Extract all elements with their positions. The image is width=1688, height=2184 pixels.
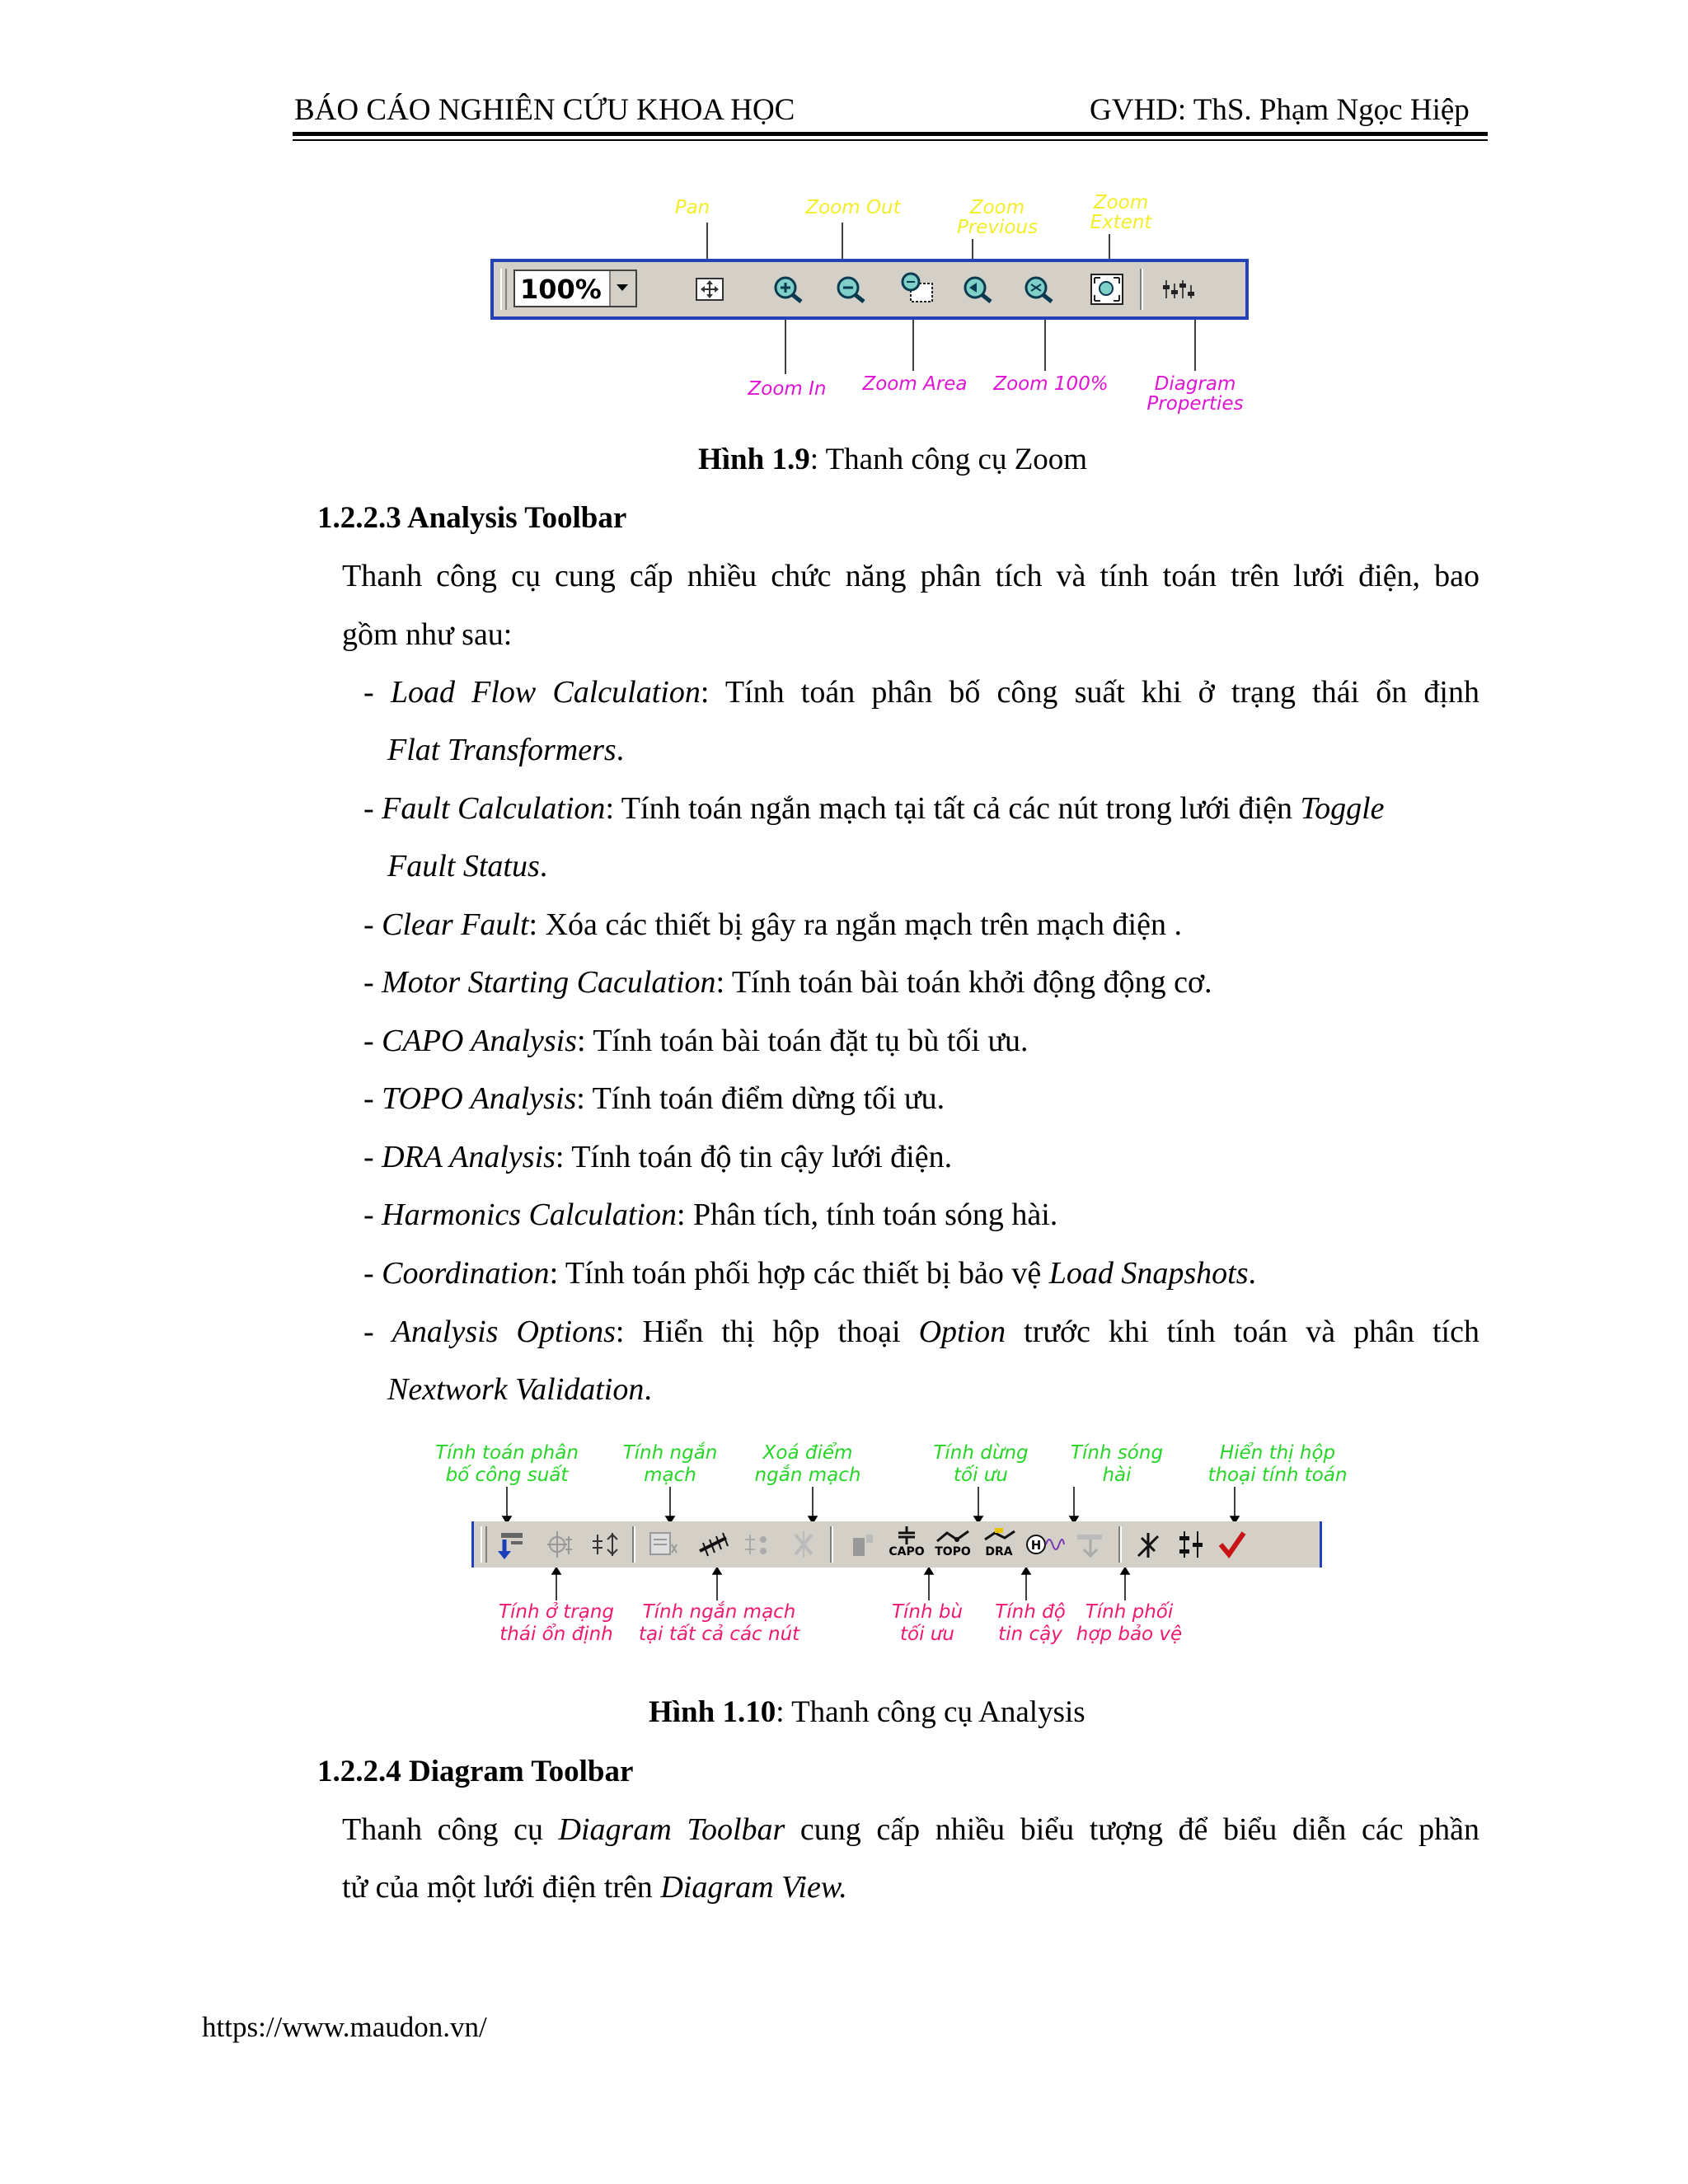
label-fault-calculation: Tính ngắn mạch xyxy=(622,1442,718,1486)
capo-analysis-button[interactable] xyxy=(886,1525,927,1564)
dra-label: DRA xyxy=(985,1545,1013,1558)
pan-icon xyxy=(693,274,726,305)
zoom-previous-button[interactable] xyxy=(960,274,995,305)
zoom-in-icon xyxy=(771,274,805,305)
toolbar-separator xyxy=(632,1526,635,1563)
diagram-properties-icon xyxy=(1160,274,1198,305)
list-item: - Harmonics Calculation: Phân tích, tính toán sóng hài. xyxy=(363,1197,1058,1232)
analysis-toolbar xyxy=(471,1521,1322,1568)
label-zoom-area: Zoom Area xyxy=(862,373,968,395)
label-analysis-options: Hiển thị hộp thoại tính toán xyxy=(1207,1442,1348,1486)
fault-calculation-button[interactable] xyxy=(647,1528,680,1561)
paragraph-line: Thanh công cụ cung cấp nhiều chức năng phân tích và tính toán trên lưới điện, bao xyxy=(342,559,1479,593)
paragraph-line: tử của một lưới điện trên Diagram View. xyxy=(342,1870,847,1905)
zoom-previous-icon xyxy=(960,274,995,305)
footer-url: https://www.maudon.vn/ xyxy=(202,2011,487,2043)
flat-transformers-button[interactable] xyxy=(589,1528,622,1561)
header-title: BÁO CÁO NGHIÊN CỨU KHOA HỌC xyxy=(294,93,795,127)
list-item: - DRA Analysis: Tính toán độ tin cậy lưới điện. xyxy=(363,1140,953,1174)
checkmark-icon xyxy=(1216,1528,1249,1561)
list-item: - Fault Calculation: Tính toán ngắn mạch tại tất cả các nút trong lưới điện Toggle xyxy=(363,791,1385,826)
topo-analysis-button[interactable] xyxy=(932,1525,973,1564)
label-coordination: Tính phối hợp bảo vệ xyxy=(1076,1601,1183,1645)
options-sliders-icon xyxy=(1175,1528,1207,1561)
figure-caption: Hình 1.9: Thanh công cụ Zoom xyxy=(698,443,1088,476)
header-supervisor: GVHD: ThS. Phạm Ngọc Hiệp xyxy=(1090,93,1470,127)
figure-caption: Hình 1.10: Thanh công cụ Analysis xyxy=(649,1695,1085,1729)
header-rule xyxy=(293,132,1488,136)
list-item: - Analysis Options: Hiển thị hộp thoại Option trước khi tính toán và phân tích xyxy=(363,1315,1479,1349)
pan-button[interactable] xyxy=(693,274,726,305)
load-snapshots-button[interactable] xyxy=(1132,1528,1165,1561)
list-item-continuation: Nextwork Validation. xyxy=(387,1372,652,1407)
label-zoom-out: Zoom Out xyxy=(805,197,901,218)
topo-icon xyxy=(932,1525,973,1546)
fault-nodes-button[interactable] xyxy=(742,1528,775,1561)
toolbar-separator xyxy=(1140,269,1143,310)
coordination-icon xyxy=(1074,1528,1110,1561)
label-fault-all-nodes: Tính ngắn mạch tại tất cả các nút xyxy=(639,1601,800,1645)
fault-all-nodes-icon xyxy=(695,1526,731,1563)
clear-fault-button[interactable] xyxy=(787,1528,820,1561)
analysis-toolbar-figure xyxy=(429,1442,1360,1669)
toolbar-separator xyxy=(830,1526,833,1563)
diagram-properties-button[interactable] xyxy=(1160,274,1198,305)
zoom-level-value: 100% xyxy=(520,274,602,305)
label-zoom-100: Zoom 100% xyxy=(993,373,1109,395)
list-item: - Coordination: Tính toán phối hợp các thiết bị bảo vệ Load Snapshots. xyxy=(363,1256,1256,1291)
motor-starting-icon xyxy=(544,1528,577,1561)
toolbar-separator xyxy=(1118,1526,1122,1563)
paragraph-line: gồm như sau: xyxy=(342,617,513,652)
harmonics-button[interactable] xyxy=(1025,1528,1066,1561)
snapshot-icon xyxy=(1132,1528,1165,1561)
zoom-area-button[interactable] xyxy=(898,270,935,307)
label-pan: Pan xyxy=(674,197,710,218)
list-item: - Motor Starting Caculation: Tính toán bài toán khởi động động cơ. xyxy=(363,965,1212,1000)
list-item: - Load Flow Calculation: Tính toán phân bố công suất khi ở trạng thái ổn định xyxy=(363,675,1479,710)
zoom-100-button[interactable] xyxy=(1021,274,1056,305)
zoom-extent-icon xyxy=(1089,272,1125,307)
label-zoom-extent: Zoom Extent xyxy=(1090,192,1152,233)
flat-transformers-icon xyxy=(589,1528,622,1561)
capacitor-icon xyxy=(886,1525,927,1546)
label-topo: Tính dừng tối ưu xyxy=(933,1442,1029,1486)
fault-calculation-icon xyxy=(647,1528,680,1561)
label-harmonics: Tính sóng hài xyxy=(1070,1442,1164,1486)
label-dra: Tính độ tin cậy xyxy=(995,1601,1066,1645)
label-capo: Tính bù tối ưu xyxy=(891,1601,964,1645)
toggle-fault-status-button[interactable] xyxy=(695,1526,731,1563)
section-heading: 1.2.2.4 Diagram Toolbar xyxy=(317,1755,634,1788)
dra-analysis-button[interactable] xyxy=(978,1525,1020,1564)
zoom-100-icon xyxy=(1021,274,1056,305)
zoom-area-icon xyxy=(898,270,935,307)
analysis-options-button[interactable] xyxy=(1175,1528,1207,1561)
load-flow-button[interactable] xyxy=(495,1528,528,1561)
dra-icon xyxy=(978,1525,1020,1546)
zoom-level-select[interactable] xyxy=(513,269,637,307)
zoom-toolbar-figure xyxy=(486,191,1253,422)
zoom-in-button[interactable] xyxy=(771,274,805,305)
fault-nodes-icon xyxy=(742,1528,775,1561)
list-item: - Clear Fault: Xóa các thiết bị gây ra ngắn mạch trên mạch điện . xyxy=(363,907,1182,942)
load-flow-icon xyxy=(495,1528,528,1561)
harmonics-icon xyxy=(1025,1528,1066,1561)
label-zoom-in: Zoom In xyxy=(748,378,827,400)
zoom-out-icon xyxy=(833,274,868,305)
toolbar-grip[interactable] xyxy=(500,269,507,310)
list-item-continuation: Flat Transformers. xyxy=(387,733,625,767)
motor-starting-calc-button[interactable] xyxy=(846,1528,879,1561)
motor-starting-button[interactable] xyxy=(544,1528,577,1561)
svg-text:H: H xyxy=(1030,1538,1042,1553)
label-clear-fault: Xoá điểm ngắn mạch xyxy=(754,1442,861,1486)
capo-label: CAPO xyxy=(889,1545,925,1558)
label-steady-state: Tính ở trạng thái ổn định xyxy=(498,1601,615,1645)
zoom-toolbar xyxy=(490,259,1249,320)
header-rule-thin xyxy=(293,139,1488,141)
label-load-flow: Tính toán phân bố công suất xyxy=(435,1442,579,1486)
zoom-extent-button[interactable] xyxy=(1089,272,1125,307)
section-heading: 1.2.2.3 Analysis Toolbar xyxy=(317,501,627,535)
coordination-button[interactable] xyxy=(1074,1528,1110,1561)
motor-icon xyxy=(846,1528,879,1561)
list-item: - TOPO Analysis: Tính toán điểm dừng tối ưu. xyxy=(363,1081,945,1116)
network-validation-button[interactable] xyxy=(1216,1528,1249,1561)
chevron-down-icon[interactable] xyxy=(609,271,635,306)
toolbar-grip[interactable] xyxy=(481,1526,487,1563)
label-diagram-properties: Diagram Properties xyxy=(1146,373,1244,415)
zoom-out-button[interactable] xyxy=(833,274,868,305)
topo-label: TOPO xyxy=(935,1545,971,1558)
list-item-continuation: Fault Status. xyxy=(387,849,548,883)
paragraph-line: Thanh công cụ Diagram Toolbar cung cấp nhiều biểu tượng để biểu diễn các phần xyxy=(342,1812,1480,1847)
label-zoom-previous: Zoom Previous xyxy=(956,197,1039,238)
list-item: - CAPO Analysis: Tính toán bài toán đặt tụ bù tối ưu. xyxy=(363,1024,1029,1058)
clear-fault-icon xyxy=(787,1528,820,1561)
